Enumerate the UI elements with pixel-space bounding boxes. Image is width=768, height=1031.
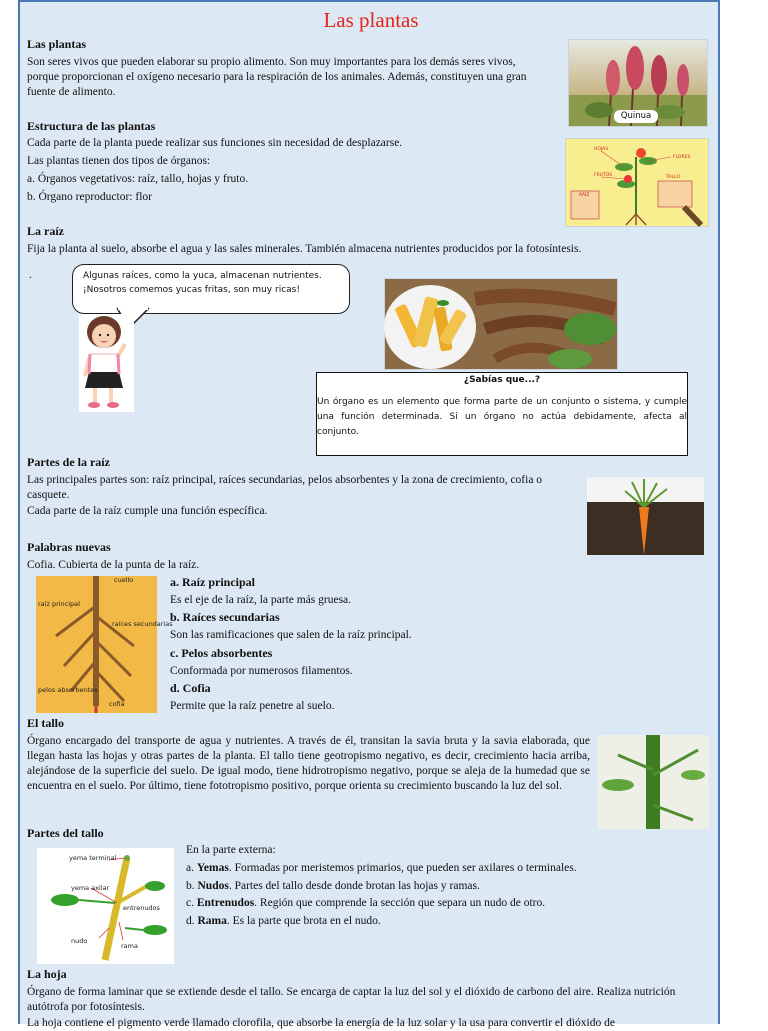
girl-character-icon [79, 314, 134, 412]
quinoa-label: Quinua [620, 111, 652, 121]
structure-line1: Cada parte de la planta puede realizar sus funciones sin necesidad de desplazarse. [27, 137, 403, 149]
carrot-photo [587, 477, 704, 555]
root-item-a-desc: Es el eje de la raíz, la parte más gruesa. [170, 594, 352, 606]
stem-label-yema-axilar: yema axilar [71, 884, 110, 892]
root-parts-text2: Cada parte de la raíz cumple una función específica. [27, 505, 268, 517]
root-item-d-title: d. Cofia [170, 681, 211, 695]
did-you-know-text: Un órgano es un elemento que forma parte de un conjunto o sistema, y cumple una función determinada. Si un órgano no actúa debidamente, afecta al conjunto. [317, 397, 687, 437]
quinoa-photo [568, 39, 708, 127]
stem-text: Órgano encargado del transporte de agua y nutrientes. A través de él, transitan la savia bruta y la savia elaborada, que llegan hasta las hojas y otras partes de la planta. El tallo tiene geotropismo negativo, es decir, crecimiento hacia arriba, alejándose de la superficie del suelo. De igual modo, tiene hidrotropismo negativo, porque se aleja de la humedad que se encuentra en el suelo. Por último, tiene fototropismo positivo, porque orienta su crecimiento buscando la luz del sol. [27, 735, 590, 792]
stem-item-d-bold: Rama [197, 915, 227, 927]
diagram-label-hojas: HOJAS [594, 147, 609, 152]
root-parts-text1: Las principales partes son: raíz principal, raíces secundarias, pelos absorbentes y la zona de crecimiento, cofia o casquete. [27, 474, 543, 501]
diagram-label-frutos: FRUTOS [594, 173, 613, 178]
stem-item-d-label: d. [186, 915, 198, 927]
structure-heading: Estructura de las plantas [27, 119, 156, 133]
root-label-pelos: pelos absorbentes [38, 686, 98, 694]
intro-text: Son seres vivos que pueden elaborar su propio alimento. Son muy importantes para los demás seres vivos, porque proporcionan el oxígeno necesario para la respiración de los animales. Además, constituyen una gran fuente de alimento. [27, 56, 527, 98]
root-item-a-title: a. Raíz principal [170, 575, 256, 589]
root-label-cuello: cuello [114, 576, 134, 584]
carrot-in-soil-illustration [587, 477, 704, 555]
stem-parts-illustration [37, 848, 174, 964]
diagram-label-raiz: RAÍZ [579, 193, 590, 198]
root-parts-illustration [36, 576, 173, 713]
plant-structure-diagram [565, 138, 709, 227]
root-label-principal: raíz principal [38, 600, 80, 608]
page-title: Las plantas [323, 8, 419, 32]
stem-closeup-illustration [598, 735, 709, 829]
stem-label-entrenudos: entrenudos [123, 904, 160, 912]
leaf-heading: La hoja [27, 967, 67, 981]
stem-parts-intro: En la parte externa: [186, 844, 276, 856]
stem-parts-heading: Partes del tallo [27, 826, 104, 840]
diagram-label-tallo: TALLO [666, 175, 680, 180]
plant-structure-illustration [566, 139, 708, 226]
root-item-c-desc: Conformada por numerosos filamentos. [170, 665, 353, 677]
stem-label-nudo: nudo [71, 937, 88, 945]
stem-item-b-text: . Partes del tallo desde donde brotan las hojas y ramas. [228, 880, 480, 892]
stem-item-b [186, 879, 686, 894]
cassava-photo [384, 278, 618, 370]
leaf-text-continued: La hoja contiene el pigmento verde llamado clorofila, que absorbe la energía de la luz solar y la usa para convertir el dióxido de [27, 1017, 615, 1029]
stem-item-d [186, 914, 686, 929]
structure-item-b: b. Órgano reproductor: flor [27, 191, 152, 203]
stem-heading: El tallo [27, 716, 65, 730]
cassava-roots-illustration [385, 279, 617, 369]
worksheet-page [18, 0, 720, 1029]
root-parts-heading: Partes de la raíz [27, 455, 110, 469]
root-item-d-desc: Permite que la raíz penetre al suelo. [170, 700, 335, 712]
new-words-heading: Palabras nuevas [27, 540, 111, 554]
stem-item-b-label: b. [186, 880, 198, 892]
stem-label-yema-terminal: yema terminal [69, 854, 117, 862]
stem-parts-diagram [37, 848, 174, 964]
root-parts-diagram [36, 576, 173, 713]
stem-item-c-label: c. [186, 897, 197, 909]
structure-item-a: a. Órganos vegetativos: raíz, tallo, hojas y fruto. [27, 173, 249, 185]
stem-item-b-bold: Nudos [197, 880, 229, 892]
stem-photo [598, 735, 709, 829]
did-you-know-title: ¿Sabías que...? [463, 375, 541, 385]
stem-item-c-bold: Entrenudos [196, 897, 255, 909]
speech-bubble [72, 264, 350, 314]
stem-label-rama: rama [121, 942, 138, 950]
stem-item-a-text: . Formadas por meristemos primarios, que pueden ser axilares o terminales. [228, 862, 577, 874]
diagram-label-flores: FLORES [673, 155, 691, 160]
stem-item-d-text: . Es la parte que brota en el nudo. [226, 915, 381, 927]
speech-bubble-text: Algunas raíces, como la yuca, almacenan nutrientes. ¡Nosotros comemos yucas fritas, son muy ricas! [83, 271, 322, 295]
stem-item-c-text: . Región que comprende la sección que separa un nudo de otro. [254, 897, 546, 909]
structure-line2: Las plantas tienen dos tipos de órganos: [27, 155, 211, 167]
root-label-secundarias: raíces secundarias [112, 620, 173, 628]
stem-item-a [186, 861, 686, 876]
root-label-cofia: cofia [109, 700, 125, 708]
stem-item-a-label: a. [186, 862, 197, 874]
stray-mark: . [29, 269, 32, 281]
root-item-c-title: c. Pelos absorbentes [170, 646, 273, 660]
intro-heading: Las plantas [27, 37, 87, 51]
root-text: Fija la planta al suelo, absorbe el agua y las sales minerales. También almacena nutrientes producidos por la fotosíntesis. [27, 243, 582, 255]
leaf-text: Órgano de forma laminar que se extiende desde el tallo. Se encarga de captar la luz del sol y el dióxido de carbono del aire. Realiza nutrición autótrofa por fotosíntesis. [27, 986, 676, 1013]
root-heading: La raíz [27, 224, 64, 238]
stem-item-c [186, 896, 686, 911]
girl-illustration [79, 314, 134, 412]
new-words-text: Cofia. Cubierta de la punta de la raíz. [27, 559, 200, 571]
did-you-know-box [316, 372, 688, 456]
root-item-b-title: b. Raíces secundarias [170, 610, 280, 624]
root-item-b-desc: Son las ramificaciones que salen de la raíz principal. [170, 629, 412, 641]
stem-item-a-bold: Yemas [196, 862, 229, 874]
